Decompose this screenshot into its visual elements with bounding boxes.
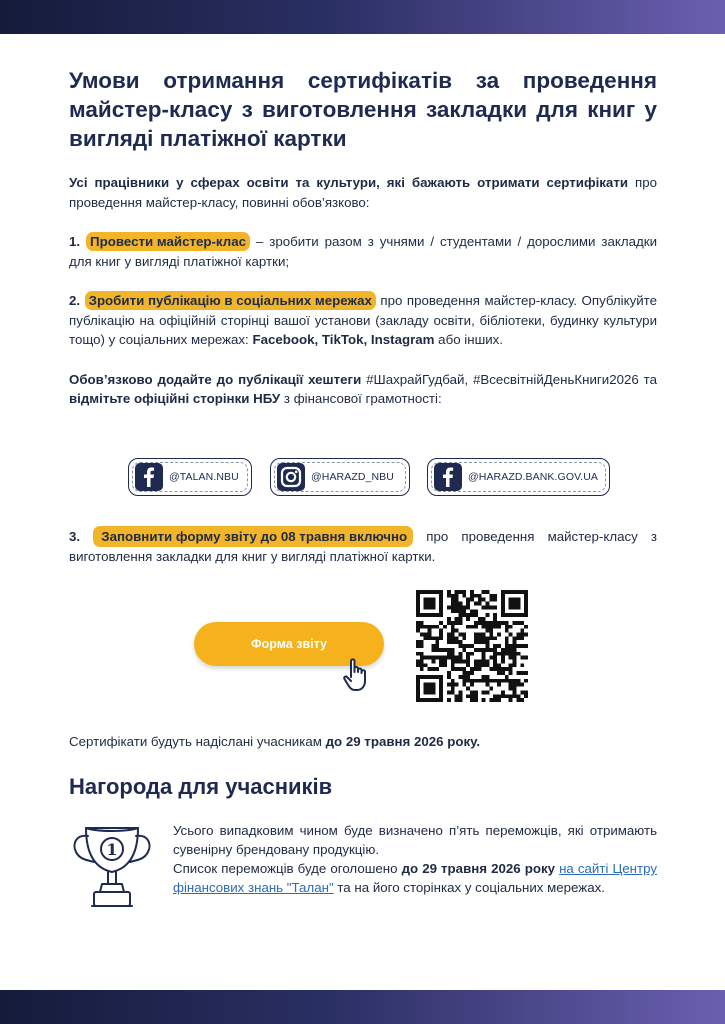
- instagram-icon: [277, 463, 305, 491]
- top-banner: [0, 0, 725, 34]
- trophy-icon: [72, 822, 152, 914]
- step-1-number: 1.: [69, 234, 81, 249]
- pointer-hand-icon: [340, 655, 376, 695]
- certificates-note: [69, 734, 480, 749]
- hashtags-bold: Обов’язково додайте до публікації хештеги: [69, 371, 362, 387]
- step-3-block: [69, 526, 657, 567]
- award-line-2-end: та на його сторінках у соціальних мережах.: [333, 880, 605, 895]
- intro-bold: Усі працівники у сферах освіти та культури, які бажають отримати сертифікати: [69, 175, 629, 190]
- step-1-highlight: Провести майстер-клас: [86, 232, 250, 251]
- social-chip-harazd-instagram[interactable]: [270, 458, 410, 496]
- award-line-2-date: до 29 травня 2026 року: [401, 861, 556, 876]
- hashtags-mid: та: [638, 371, 658, 387]
- step-2-text: про проведення майстер-класу. Опублікуйте публікацію на офіційній сторінці вашої установи (закладу освіти, бібліотеки, будинку культури тощо) у соціальних мережах:: [69, 293, 657, 347]
- step-2-number: 2.: [69, 293, 81, 308]
- step-2-networks: Facebook, TikTok, Instagram: [252, 332, 435, 347]
- intro-paragraph: [69, 173, 657, 212]
- intro-rest: про проведення майстер-класу, повинні обов’язково:: [69, 175, 658, 210]
- social-chip-harazd-facebook[interactable]: [427, 458, 610, 496]
- award-line-2: [173, 859, 657, 897]
- step-3-number: 3.: [69, 529, 81, 544]
- page-title: Умови отримання сертифікатів за проведення майстер-класу з виготовлення закладки для книг у вигляді платіжної картки: [69, 68, 657, 151]
- facebook-icon: [135, 463, 163, 491]
- step-3-highlight: Заповнити форму звіту до 08 травня включно: [93, 526, 413, 547]
- report-form-button[interactable]: Форма звіту: [194, 622, 384, 666]
- award-heading: Нагорода для учасників: [69, 774, 333, 799]
- step-1: [69, 232, 657, 271]
- main-content: [69, 66, 657, 409]
- bottom-banner: [0, 990, 725, 1024]
- award-text-block: [173, 821, 657, 897]
- social-handle: @TALAN.NBU: [169, 471, 239, 483]
- social-handle: @HARAZD.BANK.GOV.UA: [468, 471, 599, 483]
- hashtags-paragraph: [69, 370, 657, 409]
- hashtags-tags: #ШахрайГудбай, #ВсесвітнійДеньКниги2026: [361, 371, 639, 387]
- step-3: [69, 526, 657, 567]
- qr-code[interactable]: [416, 590, 528, 702]
- step-1-text: – зробити разом з учнями / студентами / дорослими закладки для книг у вигляді платіжної картки;: [69, 234, 658, 269]
- certificates-text: Сертифікати будуть надіслані учасникам: [69, 734, 326, 749]
- social-handle: @HARAZD_NBU: [311, 471, 394, 483]
- talan-site-link[interactable]: на сайті Центру фінансових знань "Талан": [173, 861, 658, 895]
- social-chip-talan[interactable]: [128, 458, 252, 496]
- step-2: [69, 291, 657, 350]
- award-line-2-start: Список переможців буде оголошено: [173, 861, 402, 876]
- trophy-number: 1: [106, 840, 118, 859]
- step-2-tail: або інших.: [434, 332, 504, 347]
- social-links: [128, 458, 610, 498]
- step-2-highlight: Зробити публікацію в соціальних мережах: [85, 291, 376, 310]
- step-3-text: про проведення майстер-класу з виготовлення закладки для книг у вигляді платіжної картки.: [69, 529, 657, 564]
- hashtags-tag-pages: відмітьте офіційні сторінки НБУ: [69, 391, 281, 406]
- certificates-deadline: до 29 травня 2026 року.: [325, 734, 481, 749]
- award-line-1: Усього випадковим чином буде визначено п’ять переможців, які отримають сувенірну брендовану продукцію.: [173, 823, 657, 857]
- facebook-icon: [434, 463, 462, 491]
- hashtags-tail: з фінансової грамотності:: [280, 391, 442, 406]
